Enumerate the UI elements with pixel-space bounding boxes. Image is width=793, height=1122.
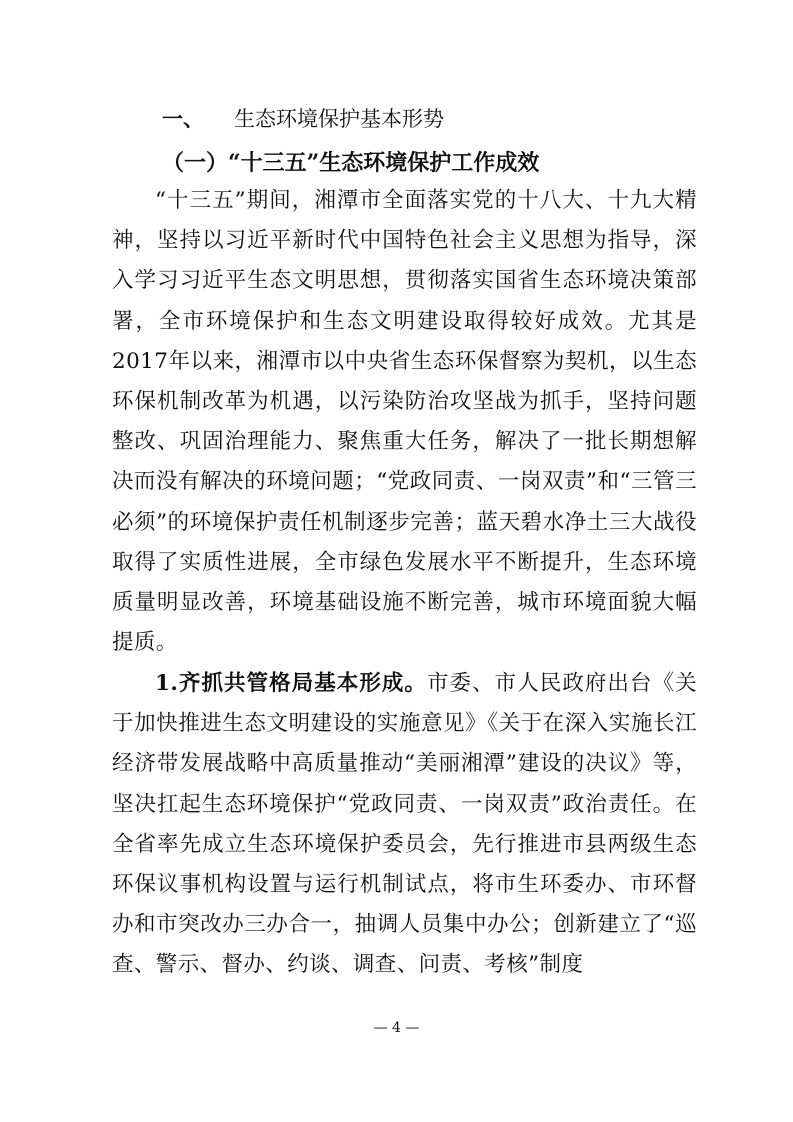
paragraph-achievements: “十三五”期间，湘潭市全面落实党的十八大、十九大精神，坚持以习近平新时代中国特色社会主义思想为指导，深入学习习近平生态文明思想，贯彻落实国省生态环境决策部署，全市环境保护和生态文明建设取得较好成效。尤其是2017年以来，湘潭市以中央省生态环保督察为契机，以生态环保机制改革为机遇，以污染防治攻坚战为抓手，坚持问题整改、巩固治理能力、聚焦重大任务，解决了一批长期想解决而没有解决的环境问题；“党政同责、一岗双责”和“三管三必须”的环境保护责任机制逐步完善；蓝天碧水净土三大战役取得了实质性进展，全市绿色发展水平不断提升，生态环境质量明显改善，环境基础设施不断完善，城市环境面貌大幅提质。: [112, 188, 697, 656]
page-number: — 4 —: [373, 1020, 420, 1036]
paragraph-governance: [112, 664, 697, 986]
section-number: 一、: [162, 107, 204, 131]
paragraph-lead: 1.齐抓共管格局基本形成。: [155, 671, 427, 696]
paragraph-body: 市委、市人民政府出台《关于加快推进生态文明建设的实施意见》《关于在深入实施长江经济带发展战略中高质量推动“美丽湘潭”建设的决议》等，坚决扛起生态环境保护“党政同责、一岗双责”政治责任。在全省率先成立生态环境保护委员会，先行推进市县两级生态环保议事机构设置与运行机制试点，将市生环委办、市环督办和市突改办三办合一，抽调人员集中办公；创新建立了“巡查、警示、督办、约谈、调查、问责、考核”制度: [112, 671, 697, 978]
section-title: 生态环境保护基本形势: [234, 107, 444, 131]
subsection-heading: （一）“十三五”生态环境保护工作成效: [162, 150, 540, 176]
section-heading: [162, 104, 444, 134]
